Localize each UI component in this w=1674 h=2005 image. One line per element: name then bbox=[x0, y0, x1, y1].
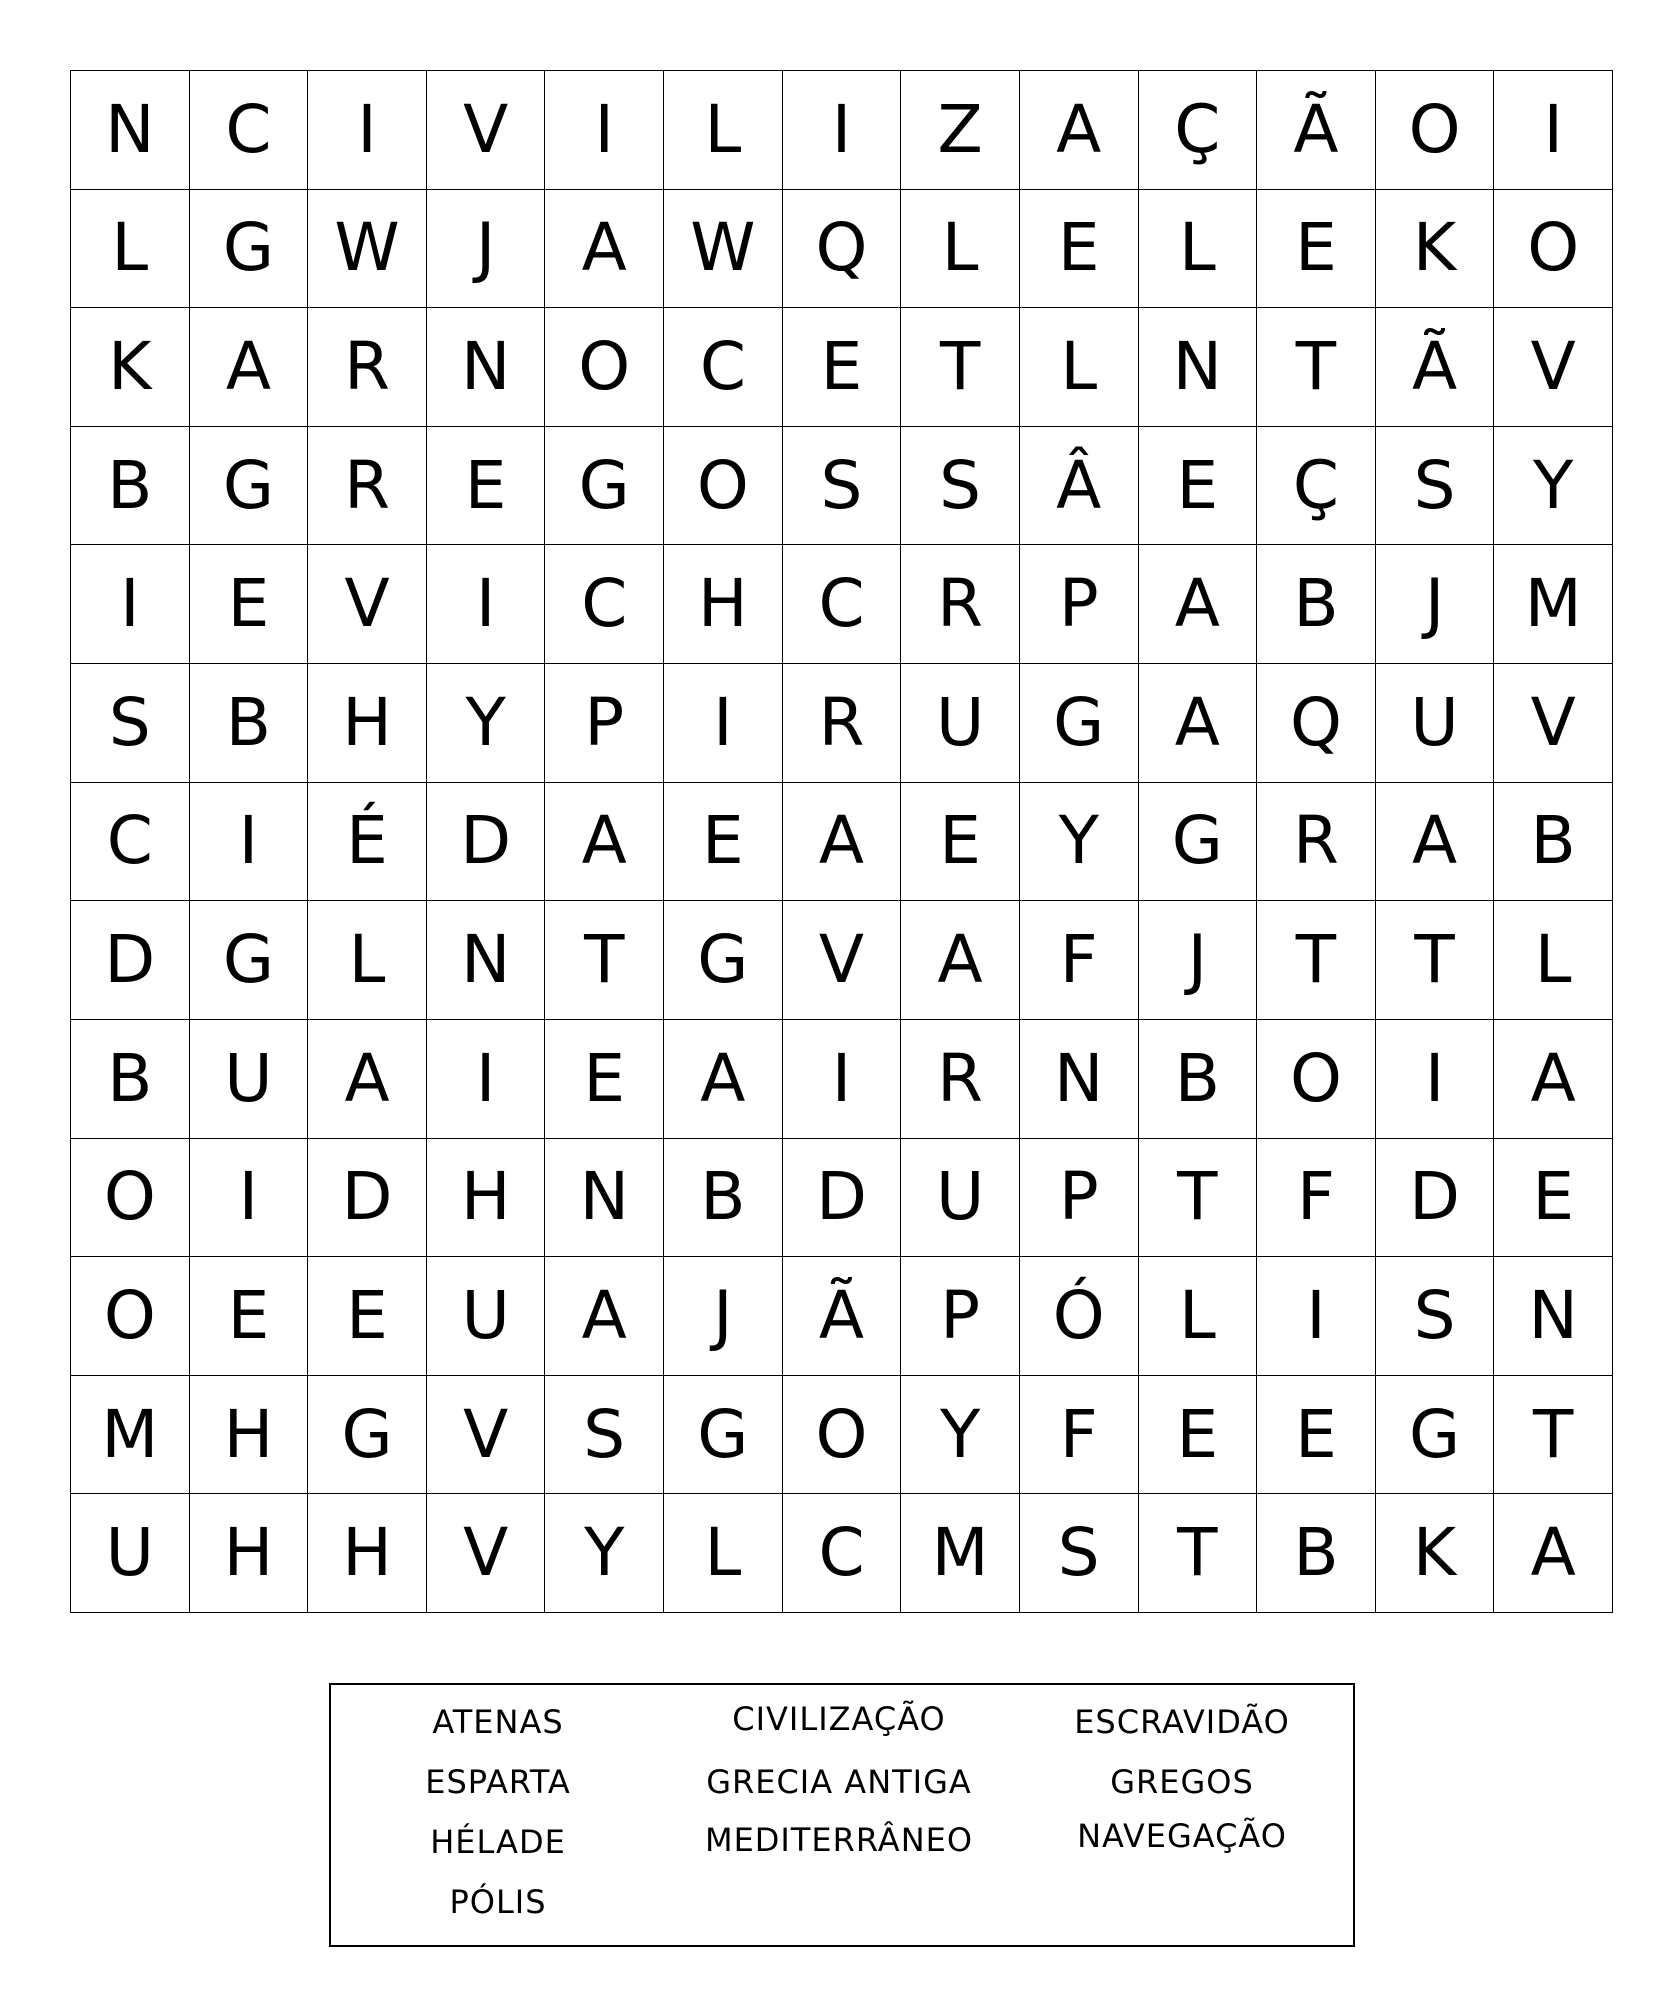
grid-cell[interactable]: P bbox=[1020, 1139, 1139, 1258]
grid-cell[interactable]: L bbox=[71, 190, 190, 309]
grid-cell[interactable]: D bbox=[71, 901, 190, 1020]
grid-cell[interactable]: V bbox=[427, 1376, 546, 1495]
grid-cell[interactable]: V bbox=[1494, 308, 1613, 427]
grid-cell[interactable]: I bbox=[1494, 71, 1613, 190]
grid-cell[interactable]: S bbox=[1376, 1257, 1495, 1376]
grid-cell[interactable]: L bbox=[664, 71, 783, 190]
grid-cell[interactable]: L bbox=[1139, 190, 1258, 309]
grid-cell[interactable]: E bbox=[901, 783, 1020, 902]
word-item: ESPARTA bbox=[425, 1763, 571, 1801]
grid-cell[interactable]: U bbox=[901, 1139, 1020, 1258]
grid-cell[interactable]: M bbox=[1494, 545, 1613, 664]
grid-cell[interactable]: J bbox=[1139, 901, 1258, 1020]
grid-cell[interactable]: E bbox=[1494, 1139, 1613, 1258]
grid-cell[interactable]: O bbox=[783, 1376, 902, 1495]
grid-cell[interactable]: R bbox=[901, 545, 1020, 664]
grid-cell[interactable]: E bbox=[1257, 190, 1376, 309]
grid-cell[interactable]: D bbox=[1376, 1139, 1495, 1258]
word-item: HÉLADE bbox=[430, 1823, 566, 1861]
grid-cell[interactable]: U bbox=[901, 664, 1020, 783]
grid-cell[interactable]: N bbox=[1494, 1257, 1613, 1376]
grid-cell[interactable]: D bbox=[308, 1139, 427, 1258]
grid-cell[interactable]: Â bbox=[1020, 427, 1139, 546]
grid-cell[interactable]: T bbox=[1257, 901, 1376, 1020]
grid-cell[interactable]: E bbox=[545, 1020, 664, 1139]
word-item: CIVILIZAÇÃO bbox=[732, 1700, 946, 1738]
grid-cell[interactable]: V bbox=[783, 901, 902, 1020]
grid-cell[interactable]: R bbox=[308, 427, 427, 546]
grid-cell[interactable]: A bbox=[1376, 783, 1495, 902]
grid-cell[interactable]: M bbox=[901, 1494, 1020, 1613]
word-item: PÓLIS bbox=[449, 1883, 547, 1921]
grid-cell[interactable]: E bbox=[190, 1257, 309, 1376]
grid-cell[interactable]: V bbox=[427, 1494, 546, 1613]
grid-cell[interactable]: H bbox=[427, 1139, 546, 1258]
grid-cell[interactable]: T bbox=[1139, 1494, 1258, 1613]
grid-cell[interactable]: G bbox=[664, 901, 783, 1020]
grid-cell[interactable]: G bbox=[1139, 783, 1258, 902]
grid-cell[interactable]: E bbox=[1020, 190, 1139, 309]
grid-cell[interactable]: D bbox=[427, 783, 546, 902]
grid-cell[interactable]: T bbox=[545, 901, 664, 1020]
grid-cell[interactable]: E bbox=[190, 545, 309, 664]
grid-cell[interactable]: I bbox=[783, 71, 902, 190]
grid-cell[interactable]: A bbox=[1494, 1494, 1613, 1613]
word-item: NAVEGAÇÃO bbox=[1077, 1817, 1287, 1855]
grid-cell[interactable]: Ã bbox=[783, 1257, 902, 1376]
grid-cell[interactable]: B bbox=[71, 1020, 190, 1139]
grid-cell[interactable]: Y bbox=[901, 1376, 1020, 1495]
grid-cell[interactable]: A bbox=[664, 1020, 783, 1139]
word-item: GRECIA ANTIGA bbox=[706, 1763, 972, 1801]
word-item: MEDITERRÂNEO bbox=[704, 1821, 974, 1859]
grid-cell[interactable]: F bbox=[1020, 1376, 1139, 1495]
grid-cell[interactable]: B bbox=[664, 1139, 783, 1258]
grid-cell[interactable]: R bbox=[1257, 783, 1376, 902]
grid-cell[interactable]: Z bbox=[901, 71, 1020, 190]
grid-cell[interactable]: K bbox=[1376, 1494, 1495, 1613]
grid-cell[interactable]: A bbox=[1139, 664, 1258, 783]
grid-cell[interactable]: O bbox=[1494, 190, 1613, 309]
grid-cell[interactable]: K bbox=[1376, 190, 1495, 309]
grid-cell[interactable]: V bbox=[308, 545, 427, 664]
grid-cell[interactable]: B bbox=[1257, 545, 1376, 664]
grid-cell[interactable]: S bbox=[901, 427, 1020, 546]
grid-cell[interactable]: I bbox=[1257, 1257, 1376, 1376]
grid-cell[interactable]: C bbox=[71, 783, 190, 902]
grid-cell[interactable]: N bbox=[427, 308, 546, 427]
grid-cell[interactable]: O bbox=[664, 427, 783, 546]
grid-cell[interactable]: Ã bbox=[1257, 71, 1376, 190]
grid-cell[interactable]: A bbox=[1020, 71, 1139, 190]
grid-cell[interactable]: G bbox=[545, 427, 664, 546]
grid-cell[interactable]: W bbox=[308, 190, 427, 309]
grid-cell[interactable]: R bbox=[901, 1020, 1020, 1139]
grid-cell[interactable]: L bbox=[1139, 1257, 1258, 1376]
grid-cell[interactable]: L bbox=[901, 190, 1020, 309]
grid-cell[interactable]: H bbox=[308, 664, 427, 783]
grid-cell[interactable]: I bbox=[190, 783, 309, 902]
grid-cell[interactable]: G bbox=[190, 901, 309, 1020]
grid-cell[interactable]: C bbox=[545, 545, 664, 664]
grid-cell[interactable]: Y bbox=[1494, 427, 1613, 546]
grid-cell[interactable]: I bbox=[545, 71, 664, 190]
grid-cell[interactable]: N bbox=[427, 901, 546, 1020]
grid-cell[interactable]: C bbox=[783, 545, 902, 664]
grid-cell[interactable]: E bbox=[1257, 1376, 1376, 1495]
grid-cell[interactable]: E bbox=[1139, 1376, 1258, 1495]
grid-cell[interactable]: P bbox=[1020, 545, 1139, 664]
word-item: ESCRAVIDÃO bbox=[1074, 1703, 1290, 1741]
grid-cell[interactable]: U bbox=[427, 1257, 546, 1376]
grid-cell[interactable]: J bbox=[664, 1257, 783, 1376]
grid-cell[interactable]: Y bbox=[545, 1494, 664, 1613]
grid-cell[interactable]: T bbox=[1494, 1376, 1613, 1495]
grid-cell[interactable]: A bbox=[1139, 545, 1258, 664]
grid-cell[interactable]: I bbox=[783, 1020, 902, 1139]
grid-cell[interactable]: D bbox=[783, 1139, 902, 1258]
grid-cell[interactable]: G bbox=[664, 1376, 783, 1495]
grid-cell[interactable]: B bbox=[71, 427, 190, 546]
grid-cell[interactable]: H bbox=[190, 1376, 309, 1495]
grid-cell[interactable]: N bbox=[545, 1139, 664, 1258]
word-list bbox=[329, 1683, 1355, 1947]
grid-cell[interactable]: H bbox=[308, 1494, 427, 1613]
grid-cell[interactable]: I bbox=[427, 1020, 546, 1139]
grid-cell[interactable]: O bbox=[71, 1139, 190, 1258]
grid-cell[interactable]: Q bbox=[1257, 664, 1376, 783]
grid-cell[interactable]: U bbox=[1376, 664, 1495, 783]
grid-cell[interactable]: L bbox=[1494, 901, 1613, 1020]
grid-cell[interactable]: R bbox=[308, 308, 427, 427]
grid-cell[interactable]: G bbox=[1020, 664, 1139, 783]
grid-cell[interactable]: Ó bbox=[1020, 1257, 1139, 1376]
grid-cell[interactable]: H bbox=[664, 545, 783, 664]
grid-cell[interactable]: U bbox=[71, 1494, 190, 1613]
grid-cell[interactable]: Q bbox=[783, 190, 902, 309]
grid-cell[interactable]: S bbox=[783, 427, 902, 546]
grid-cell[interactable]: F bbox=[1257, 1139, 1376, 1258]
grid-cell[interactable]: S bbox=[545, 1376, 664, 1495]
grid-cell[interactable]: F bbox=[1020, 901, 1139, 1020]
grid-cell[interactable]: O bbox=[71, 1257, 190, 1376]
grid-cell[interactable]: Ç bbox=[1139, 71, 1258, 190]
grid-cell[interactable]: V bbox=[1494, 664, 1613, 783]
grid-cell[interactable]: T bbox=[901, 308, 1020, 427]
grid-cell[interactable]: L bbox=[1020, 308, 1139, 427]
grid-cell[interactable]: B bbox=[1139, 1020, 1258, 1139]
grid-cell[interactable]: A bbox=[545, 783, 664, 902]
grid-cell[interactable]: E bbox=[1139, 427, 1258, 546]
grid-cell[interactable]: B bbox=[1494, 783, 1613, 902]
grid-cell[interactable]: S bbox=[71, 664, 190, 783]
grid-cell[interactable]: E bbox=[664, 783, 783, 902]
grid-cell[interactable]: E bbox=[308, 1257, 427, 1376]
grid-cell[interactable]: A bbox=[545, 190, 664, 309]
grid-cell[interactable]: S bbox=[1020, 1494, 1139, 1613]
grid-cell[interactable]: G bbox=[1376, 1376, 1495, 1495]
grid-cell[interactable]: Y bbox=[1020, 783, 1139, 902]
grid-cell[interactable]: R bbox=[783, 664, 902, 783]
grid-cell[interactable]: C bbox=[664, 308, 783, 427]
grid-cell[interactable]: A bbox=[901, 901, 1020, 1020]
grid-cell[interactable]: O bbox=[1257, 1020, 1376, 1139]
grid-cell[interactable]: A bbox=[308, 1020, 427, 1139]
grid-cell[interactable]: A bbox=[783, 783, 902, 902]
grid-cell[interactable]: I bbox=[190, 1139, 309, 1258]
grid-cell[interactable]: L bbox=[308, 901, 427, 1020]
grid-cell[interactable]: A bbox=[545, 1257, 664, 1376]
grid-cell[interactable]: I bbox=[427, 545, 546, 664]
grid-cell[interactable]: G bbox=[190, 427, 309, 546]
grid-cell[interactable]: B bbox=[1257, 1494, 1376, 1613]
grid-cell[interactable]: I bbox=[1376, 1020, 1495, 1139]
grid-cell[interactable]: N bbox=[71, 71, 190, 190]
grid-cell[interactable]: Ç bbox=[1257, 427, 1376, 546]
word-item: GREGOS bbox=[1110, 1763, 1254, 1801]
grid-cell[interactable]: V bbox=[427, 71, 546, 190]
grid-cell[interactable]: P bbox=[901, 1257, 1020, 1376]
grid-cell[interactable]: B bbox=[190, 664, 309, 783]
grid-cell[interactable]: T bbox=[1376, 901, 1495, 1020]
grid-cell[interactable]: L bbox=[664, 1494, 783, 1613]
grid-cell[interactable]: T bbox=[1257, 308, 1376, 427]
grid-cell[interactable]: A bbox=[190, 308, 309, 427]
grid-cell[interactable]: T bbox=[1139, 1139, 1258, 1258]
grid-cell[interactable]: W bbox=[664, 190, 783, 309]
word-item: ATENAS bbox=[432, 1703, 564, 1741]
grid-cell[interactable]: O bbox=[1376, 71, 1495, 190]
grid-cell[interactable]: A bbox=[1494, 1020, 1613, 1139]
grid-cell[interactable]: J bbox=[1376, 545, 1495, 664]
grid-cell[interactable]: N bbox=[1139, 308, 1258, 427]
grid-cell[interactable]: C bbox=[190, 71, 309, 190]
grid-cell[interactable]: O bbox=[545, 308, 664, 427]
grid-cell[interactable]: C bbox=[783, 1494, 902, 1613]
grid-cell[interactable]: Ã bbox=[1376, 308, 1495, 427]
grid-cell[interactable]: J bbox=[427, 190, 546, 309]
grid-cell[interactable]: M bbox=[71, 1376, 190, 1495]
grid-cell[interactable]: P bbox=[545, 664, 664, 783]
grid-cell[interactable]: G bbox=[308, 1376, 427, 1495]
grid-cell[interactable]: É bbox=[308, 783, 427, 902]
grid-cell[interactable]: I bbox=[664, 664, 783, 783]
grid-cell[interactable]: E bbox=[427, 427, 546, 546]
grid-cell[interactable]: I bbox=[71, 545, 190, 664]
grid-cell[interactable]: Y bbox=[427, 664, 546, 783]
grid-cell[interactable]: I bbox=[308, 71, 427, 190]
grid-cell[interactable]: H bbox=[190, 1494, 309, 1613]
grid-cell[interactable]: N bbox=[1020, 1020, 1139, 1139]
grid-cell[interactable]: S bbox=[1376, 427, 1495, 546]
grid-cell[interactable]: K bbox=[71, 308, 190, 427]
grid-cell[interactable]: G bbox=[190, 190, 309, 309]
grid-cell[interactable]: U bbox=[190, 1020, 309, 1139]
grid-cell[interactable]: E bbox=[783, 308, 902, 427]
letter-grid bbox=[70, 70, 1613, 1613]
